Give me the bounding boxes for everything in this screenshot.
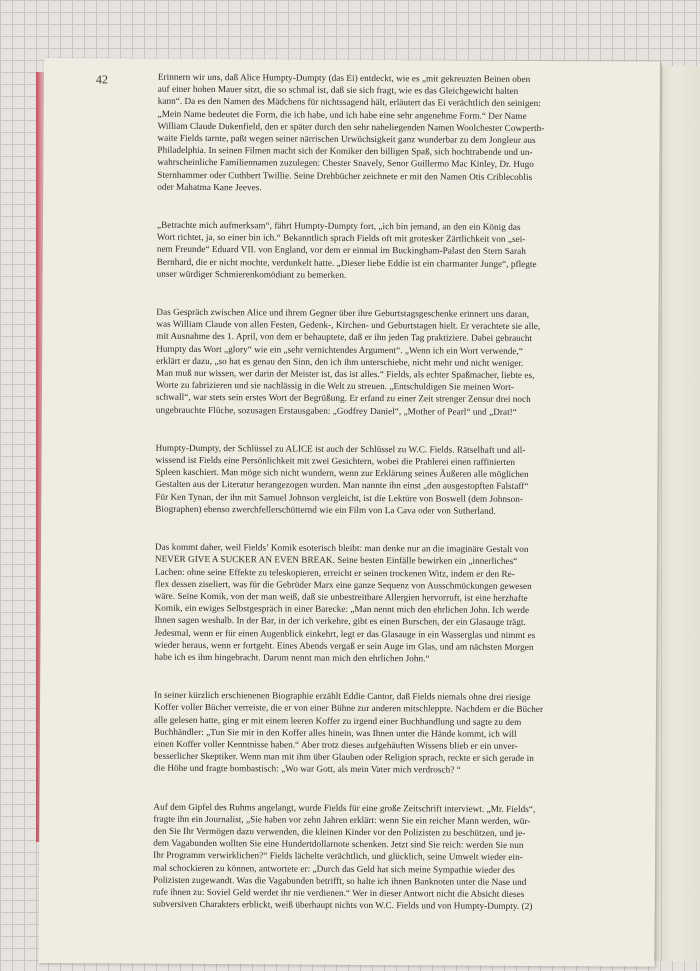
text-line: nem Freunde“ Eduard VII. von England, vor dem er einmal im Buckingham-Palast den Stern Sarah: [156, 244, 526, 257]
text-line: Koffer voller Bücher verreiste, die er von einer Bühne zur anderen mitschleppte. Nachdem er die Bücher: [154, 702, 544, 715]
text-line: NEVER GIVE A SUCKER AN EVEN BREAK. Seine besten Einfälle bewirken ein „innerliches“: [154, 553, 518, 567]
text-line: Buchhändler: „Tun Sie mir in den Koffer alles hinein, was Ihnen unter die Hände kommt, ich will: [153, 726, 517, 739]
text-line: Worte zu fabrizieren und sie nachlässig in die Welt zu streuen. „Entschuldigen Sie meinen Wort-: [155, 379, 514, 393]
text-line: wieder heraus, wenn er fortgeht. Eines Abends vergaß er sein Auge im Glas, und am nächsten Morgen: [154, 639, 534, 652]
text-line: wäre. Seine Komik, von der man weiß, daß sie unbestreitbare Allergien hervorruft, ist eine herzhafte: [154, 590, 528, 603]
text-line: mal schockieren zu können, antwortete er: „Durch das Geld hat sich meine Sympathie wieder des: [153, 862, 515, 875]
text-line: Philadelphia. In seinen Filmen macht sich der Komiker den billigen Spaß, sich hochtrabende und un-: [157, 144, 533, 158]
text-line: Jedesmal, wenn er für einen Augenblick einkehrt, legt er das Glasauge in ein Wasserglas und nimmt es: [154, 627, 536, 640]
text-line: die Höhe und fragte bombastisch: „Wo war Gott, als mein Vater mich verdrosch? “: [153, 763, 461, 775]
text-line: Humpty-Dumpty, der Schlüssel zu ALICE ist auch der Schlüssel zu W.C. Fields. Rätselhaft und all-: [155, 442, 526, 455]
text-line: „Betrachte mich aufmerksam“, fährt Humpty-Dumpty fort, „ich bin jemand, an den ein König das: [156, 219, 521, 232]
paragraph: [154, 689, 655, 777]
text-line: Das kommt daher, weil Fields’ Komik esoterisch bleibt: man denke nur an die imaginäre Gestalt von: [154, 541, 529, 555]
text-line: In seiner kürzlich erschienenen Biographie erzählt Eddie Cantor, daß Fields niemals ohne drei riesige: [154, 689, 531, 703]
text-line: einen Koffer voller Kenntnisse haben.“ Aber trotz dieses aufgehäuften Wissens blieb er ein unver-: [153, 738, 518, 751]
paragraph: [156, 306, 657, 419]
text-line: rufe ihnen zu: Soviel Geld werdet ihr nie verdienen.“ Wer in dieser Antwort nicht die Absicht dieses: [152, 886, 525, 899]
text-line: besserlicher Skeptiker. Wenn man mit ihm über Glauben oder Religion sprach, reckte er sich gerade in: [153, 750, 534, 764]
text-line: Man muß nur wissen, wer darin der Meister ist, das ist alles.“ Fields, als echter Spaßmacher, liebte es,: [156, 367, 535, 381]
text-line: Ihr Programm verwirklichen?“ Fields lächelte verächtlich, und glücklich, seine Umwelt wieder ein-: [153, 850, 523, 863]
text-line: wissend ist Fields eine Persönlichkeit mit zwei Gesichtern, wobei die Prahlerei einen raffinierten: [155, 454, 516, 467]
text-line: William Claude Dukenfield, den er später durch den sehr naheliegenden Namen Woolchester Cowperth-: [157, 120, 545, 133]
text-line: Das Gespräch zwischen Alice und ihrem Gegner über ihre Geburtstagsgeschenke erinnert uns daran,: [156, 306, 530, 320]
text-line: kann“. Da es den Namen des Mädchens für nichtssagend hält, erläutert das Ei verächtlich den seinigen:: [157, 96, 541, 109]
paragraph: [154, 541, 655, 666]
text-line: alle gelesen hatte, ging er mit einem leeren Koffer zu irgend einer Buchhandlung und sagte zu dem: [153, 714, 522, 727]
book-page: [38, 58, 660, 967]
text-line: Ihnen sagen weshalb. In der Bar, in der ich verkehre, gibt es einen Burschen, der ein Glasauge trägt.: [154, 614, 526, 628]
text-line: auf einer hohen Mauer sitzt, die so schmal ist, daß sie sich fragt, wie es das Gleichgewicht halten: [157, 83, 519, 97]
text-line: waite Fields tarnte, paßt wegen seiner närrischen Urwüchsigkeit ganz wunderbar zu dem Jongleur aus: [157, 132, 536, 146]
text-line: was William Claude von allen Festen, Gedenk-, Kirchen- und Geburtstagen hielt. Er verachtete sie alle,: [156, 318, 541, 332]
text-line: Humpty das Wort „glory“ wie ein „sehr vernichtendes Argument“. „Wenn ich ein Wort verwende,“: [156, 343, 524, 356]
text-line: fragte ihn ein Journalist, „Sie haben vor zehn Jahren erklärt: wenn Sie ein reicher Mann werden, wür-: [153, 813, 531, 826]
text-line: schwall“, war stets sein erstes Wort der Begrüßung. Er erfand zu einer Zeit strenger Zensur drei noch: [155, 392, 531, 405]
text-line: Spleen kaschiert. Man möge sich nicht wundern, wenn zur Erklärung seines Äußeren alle möglichen: [155, 466, 529, 480]
text-line: Erinnern wir uns, daß Alice Humpty-Dumpty (das Ei) entdeckt, wie es „mit gekreuzten Beinen oben: [157, 71, 531, 84]
text-line: Wort richtet, ja, so einer bin ich.“ Bekanntlich sprach Fields oft mit grotesker Zärtlichkeit von „sei-: [156, 231, 526, 245]
text-line: ungebrauchte Flüche, sozusagen Erstausgaben: „Godfrey Daniel“, „Mother of Pearl“ und „Drat!“: [155, 404, 517, 417]
paragraph: [157, 71, 658, 196]
text-line: flex dessen ziseliert, was für die Gebrüder Marx eine ganze Sequenz von Ausschmückungen gewesen: [154, 578, 532, 591]
text-line: subversiven Charakters erblickt, weiß überhaupt nichts von W.C. Fields und von Humpty-Dumpty. (2): [152, 898, 533, 912]
text-line: Bernhard, die er nicht mochte, verdunkelt hatte. „Dieser liebe Eddie ist ein charmanter Junge“, pflegte: [156, 256, 537, 269]
text-line: Auf dem Gipfel des Ruhms angelangt, wurde Fields für eine große Zeitschrift interviewt. „Mr. Fields“,: [153, 801, 536, 814]
text-line: Sternhammer oder Cuthbert Twillie. Seine Drehbücher zeichnete er mit den Namen Otis Criblecoblis: [157, 169, 533, 182]
text-line: erklärt er dazu, „so hat es genau den Sinn, den ich ihm unterschiebe, nicht mehr und nicht weniger.: [156, 355, 524, 368]
text-line: unser würdiger Schmierenkomödiant zu bemerken.: [156, 268, 347, 280]
paragraph: [157, 219, 657, 283]
text-line: den Sie Ihr Vermögen dazu verwenden, die kleinen Kinder vor den Polizisten zu beschützen, und je-: [153, 825, 526, 838]
adjacent-page-edge: [654, 66, 700, 961]
paragraph: [155, 442, 655, 518]
text-line: Komik, ein ewiges Selbstgespräch in einer Barecke: „Man nennt mich den ehrlichen John. Ich werde: [154, 602, 530, 616]
text-line: Biographen) ebenso zwerchfellerschütternd wie ein Film von La Cava oder von Sutherland.: [155, 503, 496, 516]
text-line: oder Mahatma Kane Jeeves.: [157, 181, 262, 193]
paragraph: [153, 800, 654, 913]
text-line: mit Ausnahme des 1. April, von dem er behauptete, daß er ihn jeden Tag praktiziere. Dabei gebraucht: [156, 331, 533, 344]
text-line: wahrscheinliche Familiennamen zuzulegen: Chester Snavely, Senor Guillermo Mac Kinley, Dr. Hugo: [157, 157, 534, 170]
page-body-text: [153, 71, 658, 939]
page-number: 42: [95, 72, 108, 87]
text-line: habe ich es ihm hingebracht. Darum nennt man mich den ehrlichen John.“: [154, 651, 430, 664]
text-line: Lachen: ohne seine Effekte zu teleskopieren, erreicht er seinen trockenen Witz, indem er den Re-: [154, 566, 515, 579]
text-line: Gestalten aus der Literatur herangezogen wurden. Man nannte ihn einst „den ausgestopften Falstaff“: [155, 479, 529, 492]
text-line: „Mein Name bedeutet die Form, die ich habe, und ich habe eine sehr angenehme Form.“ Der Name: [157, 108, 527, 121]
text-line: dem Vagabunden wollten Sie eine Hundertdollarnote schenken. Jetzt sind Sie reich: werden Sie nun: [153, 837, 524, 851]
text-line: Für Ken Tynan, der ihn mit Samuel Johnson vergleicht, ist die Lektüre von Boswell (dem Johnson-: [155, 491, 524, 504]
text-line: Polizisten zugewandt. Was die Vagabunden betrifft, so halte ich ihnen Banknoten unter die Nase und: [152, 874, 527, 887]
